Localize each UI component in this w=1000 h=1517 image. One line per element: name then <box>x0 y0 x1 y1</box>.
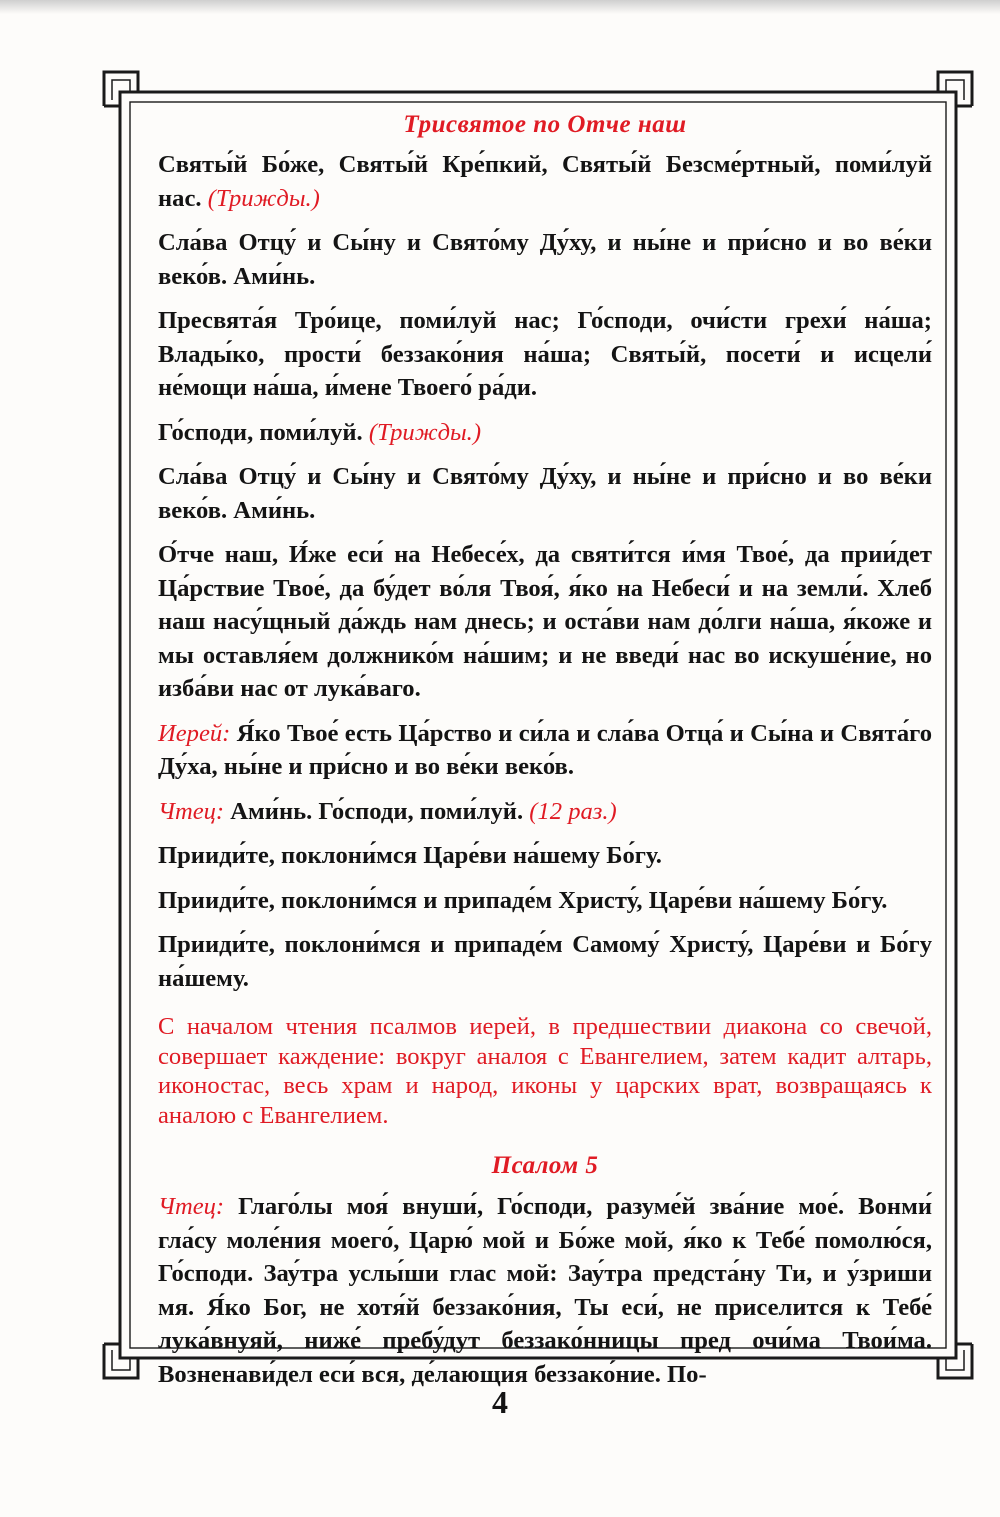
rubric-instruction: С началом чтения псалмов иерей, в предшествии диакона со свечой, совершает каждение: вокруг аналоя с Евангелием, затем кадит алтарь, иконостас, весь храм и народ, иконы у царских врат, возвращаясь к аналою с Евангелием. <box>158 1013 932 1129</box>
section-title-psalm-5: Псалом 5 <box>491 1152 599 1179</box>
page-content <box>158 111 932 1402</box>
prayer-paragraph <box>158 460 932 527</box>
psalm-paragraph <box>158 1190 932 1391</box>
prayer-text: Пресвята́я Тро́ице, поми́луй нас; Го́споди, очи́сти грехи́ на́ша; Влады́ко, прости́ беззако́ния на́ша; Святы́й, посети́ и исцели́ не́мощи на́ша, и́мене Твоего́ ра́ди. <box>158 307 932 401</box>
prayer-paragraph <box>158 416 932 450</box>
rubric-note: (Трижды.) <box>368 418 482 446</box>
rubric-note: (Трижды.) <box>207 184 320 212</box>
prayer-paragraph <box>158 839 932 873</box>
prayer-text: О́тче наш, И́же еси́ на Небесе́х, да святи́тся и́мя Твое́, да прии́дет Ца́рствие Твое́, да бу́дет во́ля Твоя́, я́ко на Небеси́ и на земли́. Хлеб наш насу́щный да́ждь нам днесь; и оста́ви нам до́лги на́ша, я́коже и мы оставля́ем должнико́м на́шим; и не введи́ нас во искуше́ние, но изба́ви нас от лука́ваго. <box>158 541 932 702</box>
prayer-text: Сла́ва Отцу́ и Сы́ну и Свято́му Ду́ху, и ны́не и при́сно и во ве́ки веко́в. Ами́нь. <box>158 229 932 290</box>
prayer-text: Сла́ва Отцу́ и Сы́ну и Свято́му Ду́ху, и ны́не и при́сно и во ве́ки веко́в. Ами́нь. <box>158 463 932 524</box>
prayer-paragraph <box>158 226 932 293</box>
prayer-text: Прииди́те, поклони́мся Царе́ви на́шему Бо́гу. <box>158 842 662 869</box>
prayer-paragraph <box>158 795 932 829</box>
speaker-label: Чтец: <box>158 1193 225 1220</box>
rubric-note: (12 раз.) <box>529 797 617 825</box>
section-title-trisagion: Трисвятое по Отче наш <box>403 111 687 138</box>
speaker-label: Чтец: <box>158 797 225 825</box>
prayer-paragraph <box>158 717 932 784</box>
speaker-label: Иерей: <box>158 719 231 747</box>
prayer-text: Ами́нь. Го́споди, поми́луй. <box>230 797 524 825</box>
psalm-text: Глаго́лы моя́ внуши́, Го́споди, разуме́й зва́ние мое́. Вонми́ гла́су моле́ния моего́, Царю́ мой и Бо́же мой, я́ко к Тебе́ помолю́ся, Го́споди. Зау́тра услы́ши глас мой: Зау́тра предста́ну Ти, и у́зриши мя. Я́ко Бог, не хотя́й беззако́ния, Ты еси́, не приселится к Тебе́ лука́внуяй, ниже́ пребу́дут беззако́нницы пред очи́ма Твои́ма. Возненави́дел еси́ вся, де́лающия беззако́ние. По- <box>158 1193 932 1388</box>
prayer-paragraph <box>158 884 932 918</box>
prayer-text: Я́ко Твое́ есть Ца́рство и си́ла и сла́ва Отца́ и Сы́на и Свята́го Ду́ха, ны́не и при́сно и во ве́ки веко́в. <box>158 719 932 780</box>
lords-prayer-paragraph <box>158 538 932 706</box>
prayer-paragraph <box>158 148 932 215</box>
prayer-text: Прииди́те, поклони́мся и припаде́м Самому́ Христу́, Царе́ви и Бо́гу на́шему. <box>158 931 932 992</box>
prayer-paragraph <box>158 928 932 995</box>
page-number: 4 <box>492 1384 508 1420</box>
prayer-text: Прииди́те, поклони́мся и припаде́м Христу́, Царе́ви на́шему Бо́гу. <box>158 886 888 914</box>
prayer-paragraph <box>158 304 932 405</box>
prayer-text: Го́споди, поми́луй. <box>158 418 363 446</box>
prayer-text: Святы́й Бо́же, Святы́й Кре́пкий, Святы́й Безсме́ртный, поми́луй нас. <box>158 151 932 212</box>
